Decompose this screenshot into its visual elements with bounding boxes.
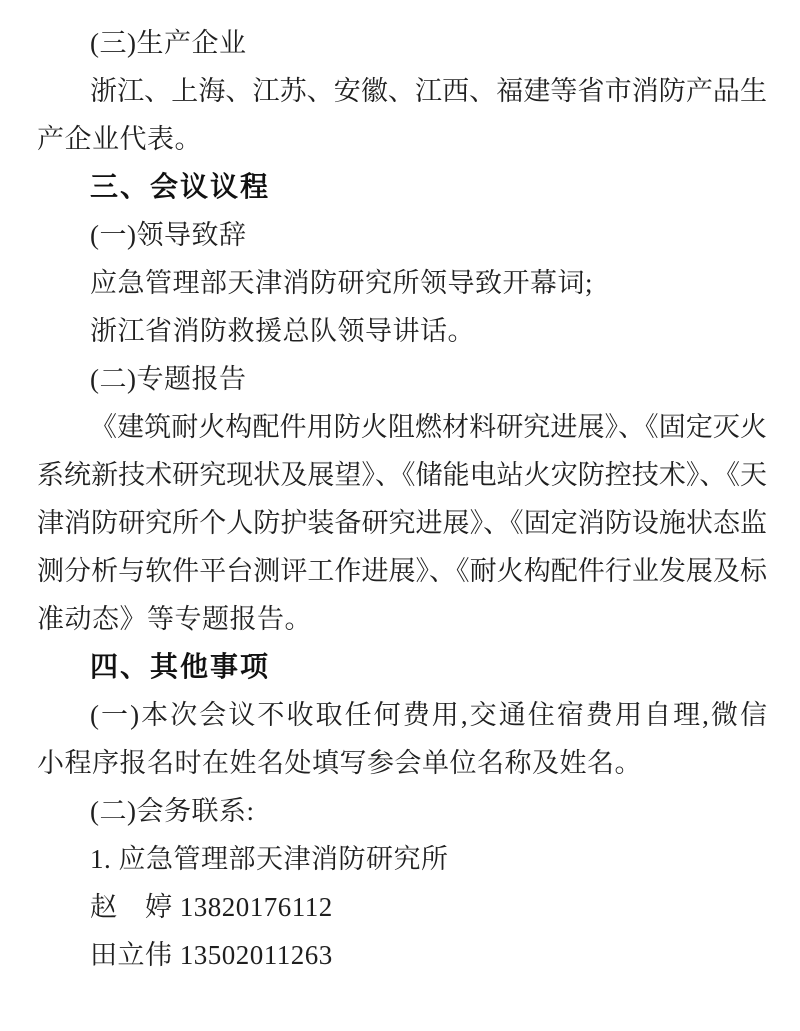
section-heading: 四、其他事项 — [90, 651, 271, 682]
text-line: 测分析与软件平台测评工作进展》、《耐火构配件行业发展及标 — [37, 556, 767, 586]
text-line: 产企业代表。 — [37, 124, 202, 154]
text-line: (二)会务联系: — [90, 796, 255, 826]
text-line: 浙江、上海、江苏、安徽、江西、福建等省市消防产品生 — [90, 76, 767, 106]
text-line: 浙江省消防救援总队领导讲话。 — [90, 316, 475, 346]
text-line: 《建筑耐火构配件用防火阻燃材料研究进展》、《固定灭火 — [90, 412, 767, 442]
text-line: 1. 应急管理部天津消防研究所 — [90, 844, 449, 874]
text-line: 赵 婷 13820176112 — [90, 892, 333, 922]
text-line: 田立伟 13502011263 — [90, 940, 333, 970]
text-line: 津消防研究所个人防护装备研究进展》、《固定消防设施状态监 — [37, 508, 767, 538]
document-content — [37, 19, 767, 979]
text-line: 准动态》等专题报告。 — [37, 604, 312, 634]
text-line: 应急管理部天津消防研究所领导致开幕词; — [90, 268, 594, 298]
text-line: (一)本次会议不收取任何费用,交通住宿费用自理,微信 — [90, 700, 767, 730]
text-line: (二)专题报告 — [90, 364, 247, 394]
text-line: 系统新技术研究现状及展望》、《储能电站火灾防控技术》、《天 — [37, 460, 767, 490]
text-line: (三)生产企业 — [90, 28, 247, 58]
text-line: (一)领导致辞 — [90, 220, 247, 250]
text-line: 小程序报名时在姓名处填写参会单位名称及姓名。 — [37, 748, 642, 778]
section-heading: 三、会议议程 — [90, 171, 271, 202]
